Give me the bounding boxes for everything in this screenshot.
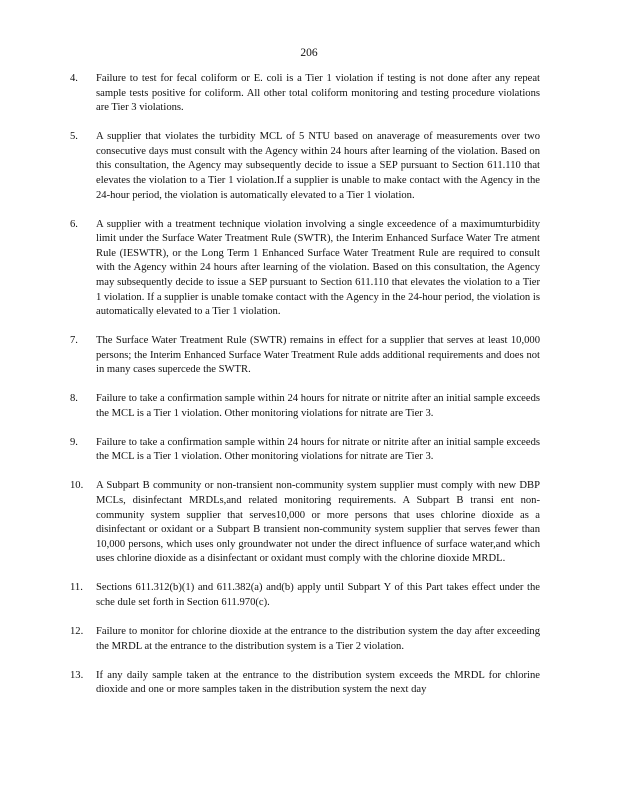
note-text: A supplier with a treatment technique violation involving a single exceedence of a maximumturbidity limit under the Surface Water Treatment Rule (SWTR), the Interim Enhanced Surface Water Tre atment Rule (IESWTR), or the Long Term 1 Enhanced Surface Water Treatment Rule are required to consult with the Agency within 24 hours after learning of the violation. Based on this consultation, the Agency may subsequently decide to issue a SEP pursuant to Section 611.110 that elevates the violation to a Tier 1 violation. If a supplier is unable tomake contact with the Agency in the 24-hour period, the violation is automatically elevated to a Tier 1 violation. (96, 218, 540, 318)
note-number: 10. (70, 480, 84, 492)
note-number: 9. (70, 436, 78, 448)
note-item (70, 625, 540, 654)
note-item (70, 479, 540, 567)
note-item (70, 72, 540, 116)
note-text: The Surface Water Treatment Rule (SWTR) remains in effect for a supplier that serves at least 10,000 persons; the Interim Enhanced Surface Water Treatment Rule adds additional requirements and does not in many cases supercede the SWTR. (96, 335, 540, 376)
note-text: Failure to test for fecal coliform or E. coli is a Tier 1 violation if testing is not done after any repeat sample tests positive for coliform. All other total coliform monitoring and testing procedure violations are Tier 3 violations. (96, 73, 540, 114)
note-item (70, 392, 540, 421)
note-number: 5. (70, 131, 78, 143)
note-text: A Subpart B community or non-transient non-community system supplier must comply with new DBP MCLs, disinfectant MRDLs,and related monitoring requirements. A Subpart B transi ent non-community system supplier that serves10,000 or more persons that uses chlorine dioxide as a disinfectant or oxidant or a Subpart B transient non-community system supplier that serves fewer than 10,000 persons, which uses only groundwater not under the direct influence of surface water,and which uses chlorine dioxide as a disinfectant or oxidant must comply with the chlorine dioxide MRDL. (96, 480, 540, 565)
note-text: A supplier that violates the turbidity MCL of 5 NTU based on anaverage of measurements over two consecutive days must consult with the Agency within 24 hours after learning of the violation. Based on this consultation, the Agency may subsequently decide to issue a SEP pursuant to Section 611.110 that elevates the violation to a Tier 1 violation.If a supplier is unable to make contact with the Agency in the 24-hour period, the violation is automatically elevated to a Tier 1 violation. (96, 131, 540, 201)
note-text: If any daily sample taken at the entrance to the distribution system exceeds the MRDL for chlorine dioxide and one or more samples taken in the distribution system the next day (96, 669, 540, 696)
note-item (70, 669, 540, 698)
note-item (70, 334, 540, 378)
note-number: 7. (70, 335, 78, 347)
note-text: Failure to take a confirmation sample within 24 hours for nitrate or nitrite after an initial sample exceeds the MCL is a Tier 1 violation. Other monitoring violations for nitrate are Tier 3. (96, 436, 540, 463)
note-number: 6. (70, 218, 78, 230)
note-item (70, 436, 540, 465)
note-number: 12. (70, 625, 84, 637)
note-number: 4. (70, 73, 78, 84)
note-text: Sections 611.312(b)(1) and 611.382(a) and(b) apply until Subpart Y of this Part takes effect under the sche dule set forth in Section 611.970(c). (96, 582, 540, 608)
note-item (70, 130, 540, 203)
notes-list (70, 72, 540, 712)
note-text: Failure to take a confirmation sample within 24 hours for nitrate or nitrite after an initial sample exceeds the MCL is a Tier 1 violation. Other monitoring violations for nitrate are Tier 3. (96, 393, 540, 419)
note-number: 11. (70, 582, 83, 594)
note-item (70, 581, 540, 610)
note-text: Failure to monitor for chlorine dioxide at the entrance to the distribution system the day after exceeding the MRDL at the entrance to the distribution system is a Tier 2 violation. (96, 625, 540, 652)
note-item (70, 218, 540, 320)
page-number: 206 (300, 47, 318, 59)
note-number: 8. (70, 393, 78, 405)
note-number: 13. (70, 669, 84, 681)
